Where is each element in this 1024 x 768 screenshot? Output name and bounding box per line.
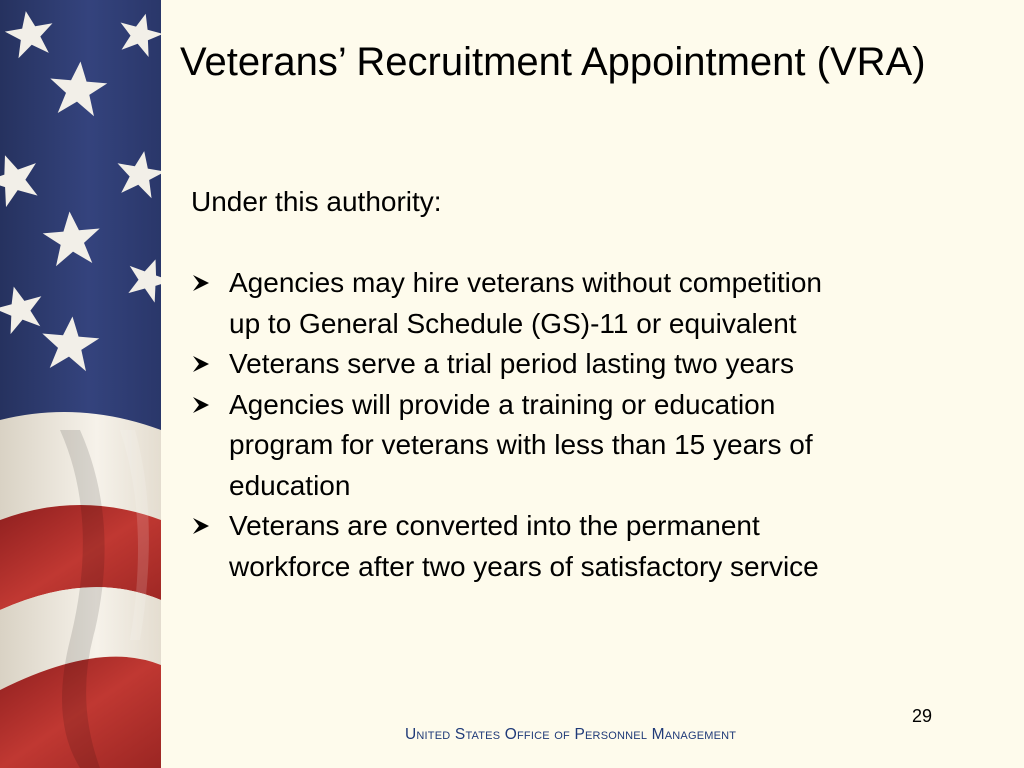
- bullet-text-line: Agencies will provide a training or education: [229, 388, 776, 420]
- bullet-item: [191, 263, 971, 344]
- bullet-item: [191, 385, 971, 507]
- bullet-text-line: education: [229, 469, 351, 501]
- bullet-text-line: workforce after two years of satisfactory service: [229, 550, 819, 582]
- footer-organization: United States Office of Personnel Management: [405, 726, 737, 743]
- bullet-item: [191, 506, 971, 587]
- intro-text: Under this authority:: [191, 186, 442, 217]
- bullet-text-line: program for veterans with less than 15 years of: [229, 429, 813, 460]
- arrow-bullet-icon: [191, 395, 211, 415]
- arrow-bullet-icon: [191, 516, 211, 536]
- slide-title: Veterans’ Recruitment Appointment (VRA): [180, 40, 926, 84]
- arrow-bullet-icon: [191, 354, 211, 374]
- page-number: 29: [912, 706, 933, 726]
- bullet-text-line: Agencies may hire veterans without competition: [229, 267, 822, 298]
- bullet-list: [191, 263, 971, 587]
- arrow-bullet-icon: [191, 273, 211, 293]
- american-flag-image: [0, 0, 161, 768]
- bullet-text-line: Veterans serve a trial period lasting two years: [229, 348, 794, 379]
- bullet-text-line: up to General Schedule (GS)-11 or equivalent: [229, 307, 797, 339]
- bullet-text-line: Veterans are converted into the permanent: [229, 510, 760, 541]
- bullet-item: [191, 344, 971, 385]
